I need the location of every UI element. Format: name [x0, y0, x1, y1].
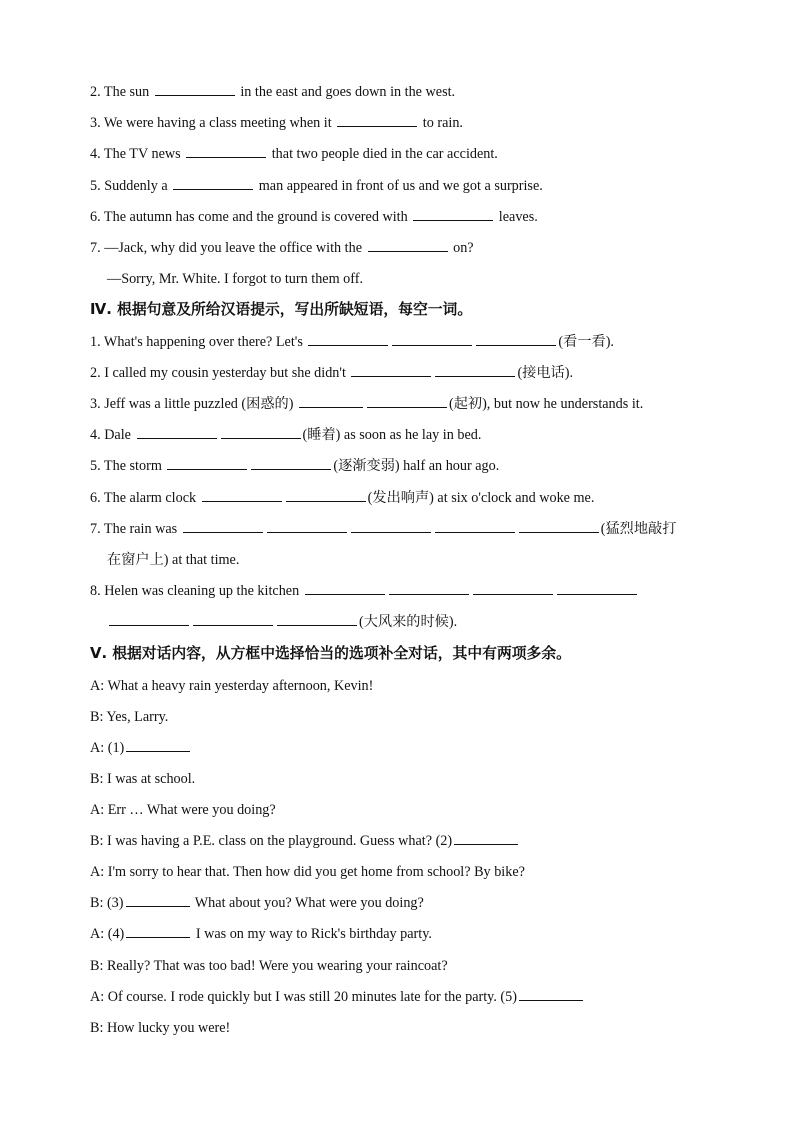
dialogue-line-9: A: (4) I was on my way to Rick's birthday party.: [90, 926, 432, 942]
phrase-item-7-cont: 在窗户上) at that time.: [107, 552, 240, 568]
phrase-item-7: 7. The rain was (猛烈地敲打: [90, 521, 677, 537]
dialogue-line-1: A: What a heavy rain yesterday afternoon, Kevin!: [90, 678, 374, 694]
answer-blank[interactable]: [299, 394, 363, 408]
answer-blank[interactable]: [221, 425, 301, 439]
sentence-4: 4. The TV news that two people died in the car accident.: [90, 146, 498, 162]
answer-blank-4[interactable]: [126, 924, 190, 938]
answer-blank[interactable]: [351, 519, 431, 533]
phrase-item-8: 8. Helen was cleaning up the kitchen: [90, 581, 639, 601]
sentence-7-reply: —Sorry, Mr. White. I forgot to turn them off.: [107, 271, 364, 287]
sentence-6: 6. The autumn has come and the ground is covered with leaves.: [90, 209, 538, 225]
answer-blank[interactable]: [286, 488, 366, 502]
phrase-item-3: 3. Jeff was a little puzzled (困惑的) (起初), but now he understands it.: [90, 396, 644, 412]
phrase-item-5: 5. The storm (逐渐变弱) half an hour ago.: [90, 458, 500, 474]
answer-blank[interactable]: [413, 207, 493, 221]
answer-blank[interactable]: [308, 332, 388, 346]
answer-blank[interactable]: [109, 612, 189, 626]
answer-blank[interactable]: [389, 581, 469, 595]
phrase-item-4: 4. Dale (睡着) as soon as he lay in bed.: [90, 427, 482, 443]
dialogue-line-12: B: How lucky you were!: [90, 1020, 231, 1036]
answer-blank[interactable]: [557, 581, 637, 595]
dialogue-line-5: A: Err … What were you doing?: [90, 802, 276, 818]
answer-blank[interactable]: [367, 394, 447, 408]
answer-blank[interactable]: [519, 519, 599, 533]
dialogue-line-6: B: I was having a P.E. class on the playground. Guess what? (2): [90, 831, 520, 851]
answer-blank[interactable]: [155, 82, 235, 96]
dialogue-line-7: A: I'm sorry to hear that. Then how did you get home from school? By bike?: [90, 864, 525, 880]
sentence-7: 7. —Jack, why did you leave the office with the on?: [90, 240, 474, 256]
answer-blank[interactable]: [337, 113, 417, 127]
dialogue-line-11: A: Of course. I rode quickly but I was still 20 minutes late for the party. (5): [90, 987, 585, 1007]
answer-blank[interactable]: [251, 456, 331, 470]
answer-blank-1[interactable]: [126, 738, 190, 752]
answer-blank[interactable]: [137, 425, 217, 439]
answer-blank[interactable]: [473, 581, 553, 595]
phrase-item-1: 1. What's happening over there? Let's (看一看).: [90, 334, 614, 350]
sentence-5: 5. Suddenly a man appeared in front of us and we got a surprise.: [90, 178, 543, 194]
answer-blank-3[interactable]: [126, 893, 190, 907]
answer-blank[interactable]: [305, 581, 385, 595]
answer-blank[interactable]: [392, 332, 472, 346]
answer-blank[interactable]: [186, 144, 266, 158]
dialogue-line-3: A: (1): [90, 738, 192, 758]
dialogue-line-4: B: I was at school.: [90, 771, 196, 787]
answer-blank[interactable]: [277, 612, 357, 626]
sentence-2: 2. The sun in the east and goes down in the west.: [90, 84, 456, 100]
answer-blank-5[interactable]: [519, 987, 583, 1001]
dialogue-line-8: B: (3) What about you? What were you doing?: [90, 895, 424, 911]
answer-blank-2[interactable]: [454, 831, 518, 845]
phrase-item-6: 6. The alarm clock (发出响声) at six o'clock and woke me.: [90, 490, 595, 506]
phrase-item-2: 2. I called my cousin yesterday but she didn't (接电话).: [90, 365, 574, 381]
sentence-3: 3. We were having a class meeting when it to rain.: [90, 115, 463, 131]
phrase-item-8-cont: (大风来的时候).: [107, 612, 457, 632]
section-5-heading: Ⅴ. 根据对话内容，从方框中选择恰当的选项补全对话，其中有两项多余。: [90, 645, 571, 662]
answer-blank[interactable]: [193, 612, 273, 626]
answer-blank[interactable]: [202, 488, 282, 502]
answer-blank[interactable]: [351, 363, 431, 377]
answer-blank[interactable]: [435, 519, 515, 533]
dialogue-line-10: B: Really? That was too bad! Were you wearing your raincoat?: [90, 958, 448, 974]
dialogue-line-2: B: Yes, Larry.: [90, 709, 169, 725]
section-4-heading: Ⅳ. 根据句意及所给汉语提示，写出所缺短语，每空一词。: [90, 301, 473, 318]
answer-blank[interactable]: [368, 238, 448, 252]
answer-blank[interactable]: [267, 519, 347, 533]
answer-blank[interactable]: [167, 456, 247, 470]
answer-blank[interactable]: [173, 176, 253, 190]
answer-blank[interactable]: [476, 332, 556, 346]
answer-blank[interactable]: [435, 363, 515, 377]
answer-blank[interactable]: [183, 519, 263, 533]
